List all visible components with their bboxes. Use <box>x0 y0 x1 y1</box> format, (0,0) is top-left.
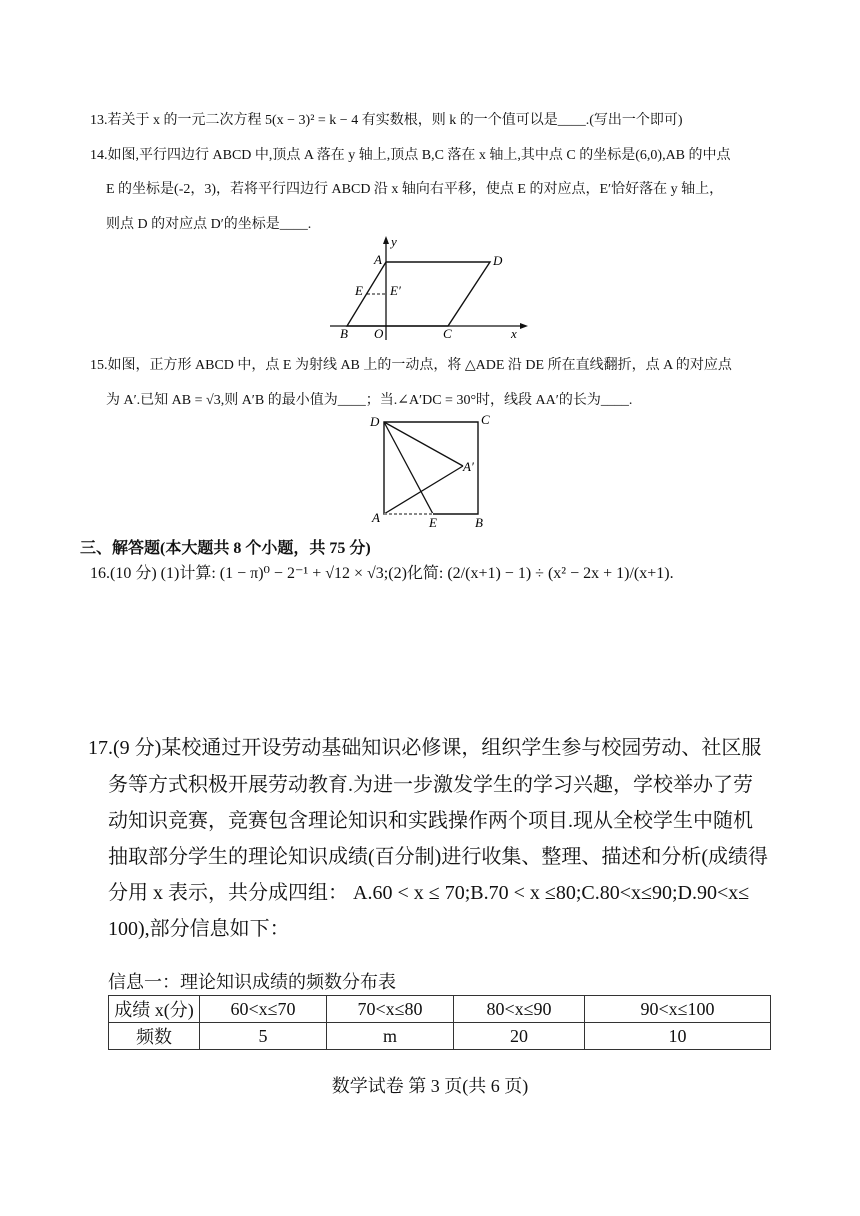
frequency-table <box>108 995 771 1050</box>
page-footer: 数学试卷 第 3 页(共 6 页) <box>331 1076 529 1096</box>
label-o: O <box>374 326 384 341</box>
question-17-line-4: 抽取部分学生的理论知识成绩(百分制)进行收集、整理、描述和分析(成绩得 <box>108 846 768 868</box>
question-15-line-1: 15.如图，正方形 ABCD 中，点 E 为射线 AB 上的一动点，将 △ADE 沿 DE 所在直线翻折，点 A 的对应点 <box>90 358 732 373</box>
table-header-cell: 80<x≤90 <box>454 996 585 1023</box>
question-13: 13.若关于 x 的一元二次方程 5(x − 3)² = k − 4 有实数根，则 k 的一个值可以是____.(写出一个即可) <box>90 113 683 128</box>
label-b: B <box>340 326 348 341</box>
question-14-line-3: 则点 D 的对应点 D′的坐标是____. <box>106 217 312 232</box>
label-c: C <box>481 412 490 427</box>
question-14-line-1: 14.如图,平行四边行 ABCD 中,顶点 A 落在 y 轴上,顶点 B,C 落在 x 轴上,其中点 C 的坐标是(6,0),AB 的中点 <box>90 148 731 163</box>
question-14-line-2: E 的坐标是(-2，3)，若将平行四边行 ABCD 沿 x 轴向右平移，使点 E 的对应点，E′恰好落在 y 轴上， <box>106 182 724 197</box>
question-15-line-2: 为 A′.已知 AB = √3,则 A′B 的最小值为____；当.∠A′DC = 30°时，线段 AA′的长为____. <box>106 393 633 408</box>
question-17-line-6: 100),部分信息如下： <box>108 918 290 940</box>
label-c: C <box>443 326 452 341</box>
table-row <box>109 1023 771 1050</box>
label-a: A <box>374 252 382 267</box>
question-17-line-1: 17.(9 分)某校通过开设劳动基础知识必修课，组织学生参与校园劳动、社区服 <box>88 737 762 759</box>
table-cell: m <box>327 1023 454 1050</box>
table-header-cell: 70<x≤80 <box>327 996 454 1023</box>
label-a: A <box>372 510 380 525</box>
label-x-axis: x <box>511 326 517 341</box>
label-d: D <box>493 253 503 268</box>
table-header-cell: 成绩 x(分) <box>109 996 200 1023</box>
table-cell: 频数 <box>109 1023 200 1050</box>
info-1-title: 信息一：理论知识成绩的频数分布表 <box>108 972 396 992</box>
square-fold-figure <box>368 410 494 530</box>
table-header-cell: 90<x≤100 <box>585 996 771 1023</box>
label-b: B <box>475 515 483 530</box>
table-cell: 20 <box>454 1023 585 1050</box>
table-header-row <box>109 996 771 1023</box>
question-17-line-2: 务等方式积极开展劳动教育.为进一步激发学生的学习兴趣，学校举办了劳 <box>108 774 753 796</box>
label-a-prime: A′ <box>463 459 474 474</box>
table-header-cell: 60<x≤70 <box>200 996 327 1023</box>
parallelogram-figure <box>330 232 530 342</box>
question-17-line-3: 动知识竞赛，竞赛包含理论知识和实践操作两个项目.现从全校学生中随机 <box>108 810 753 832</box>
label-d: D <box>370 414 380 429</box>
table-cell: 5 <box>200 1023 327 1050</box>
question-17-line-5: 分用 x 表示，共分成四组： A.60 < x ≤ 70;B.70 < x ≤80;C.80<x≤90;D.90<x≤ <box>108 882 750 904</box>
label-e: E <box>355 283 363 298</box>
question-16: 16.(10 分) (1)计算: (1 − π)⁰ − 2⁻¹ + √12 × √3;(2)化简: (2/(x+1) − 1) ÷ (x² − 2x + 1)/(x+1). <box>90 565 674 582</box>
label-e: E <box>429 515 437 530</box>
label-e-prime: E′ <box>390 283 401 298</box>
section-title: 三、解答题(本大题共 8 个小题，共 75 分) <box>80 540 371 557</box>
label-y-axis: y <box>391 234 397 249</box>
table-cell: 10 <box>585 1023 771 1050</box>
